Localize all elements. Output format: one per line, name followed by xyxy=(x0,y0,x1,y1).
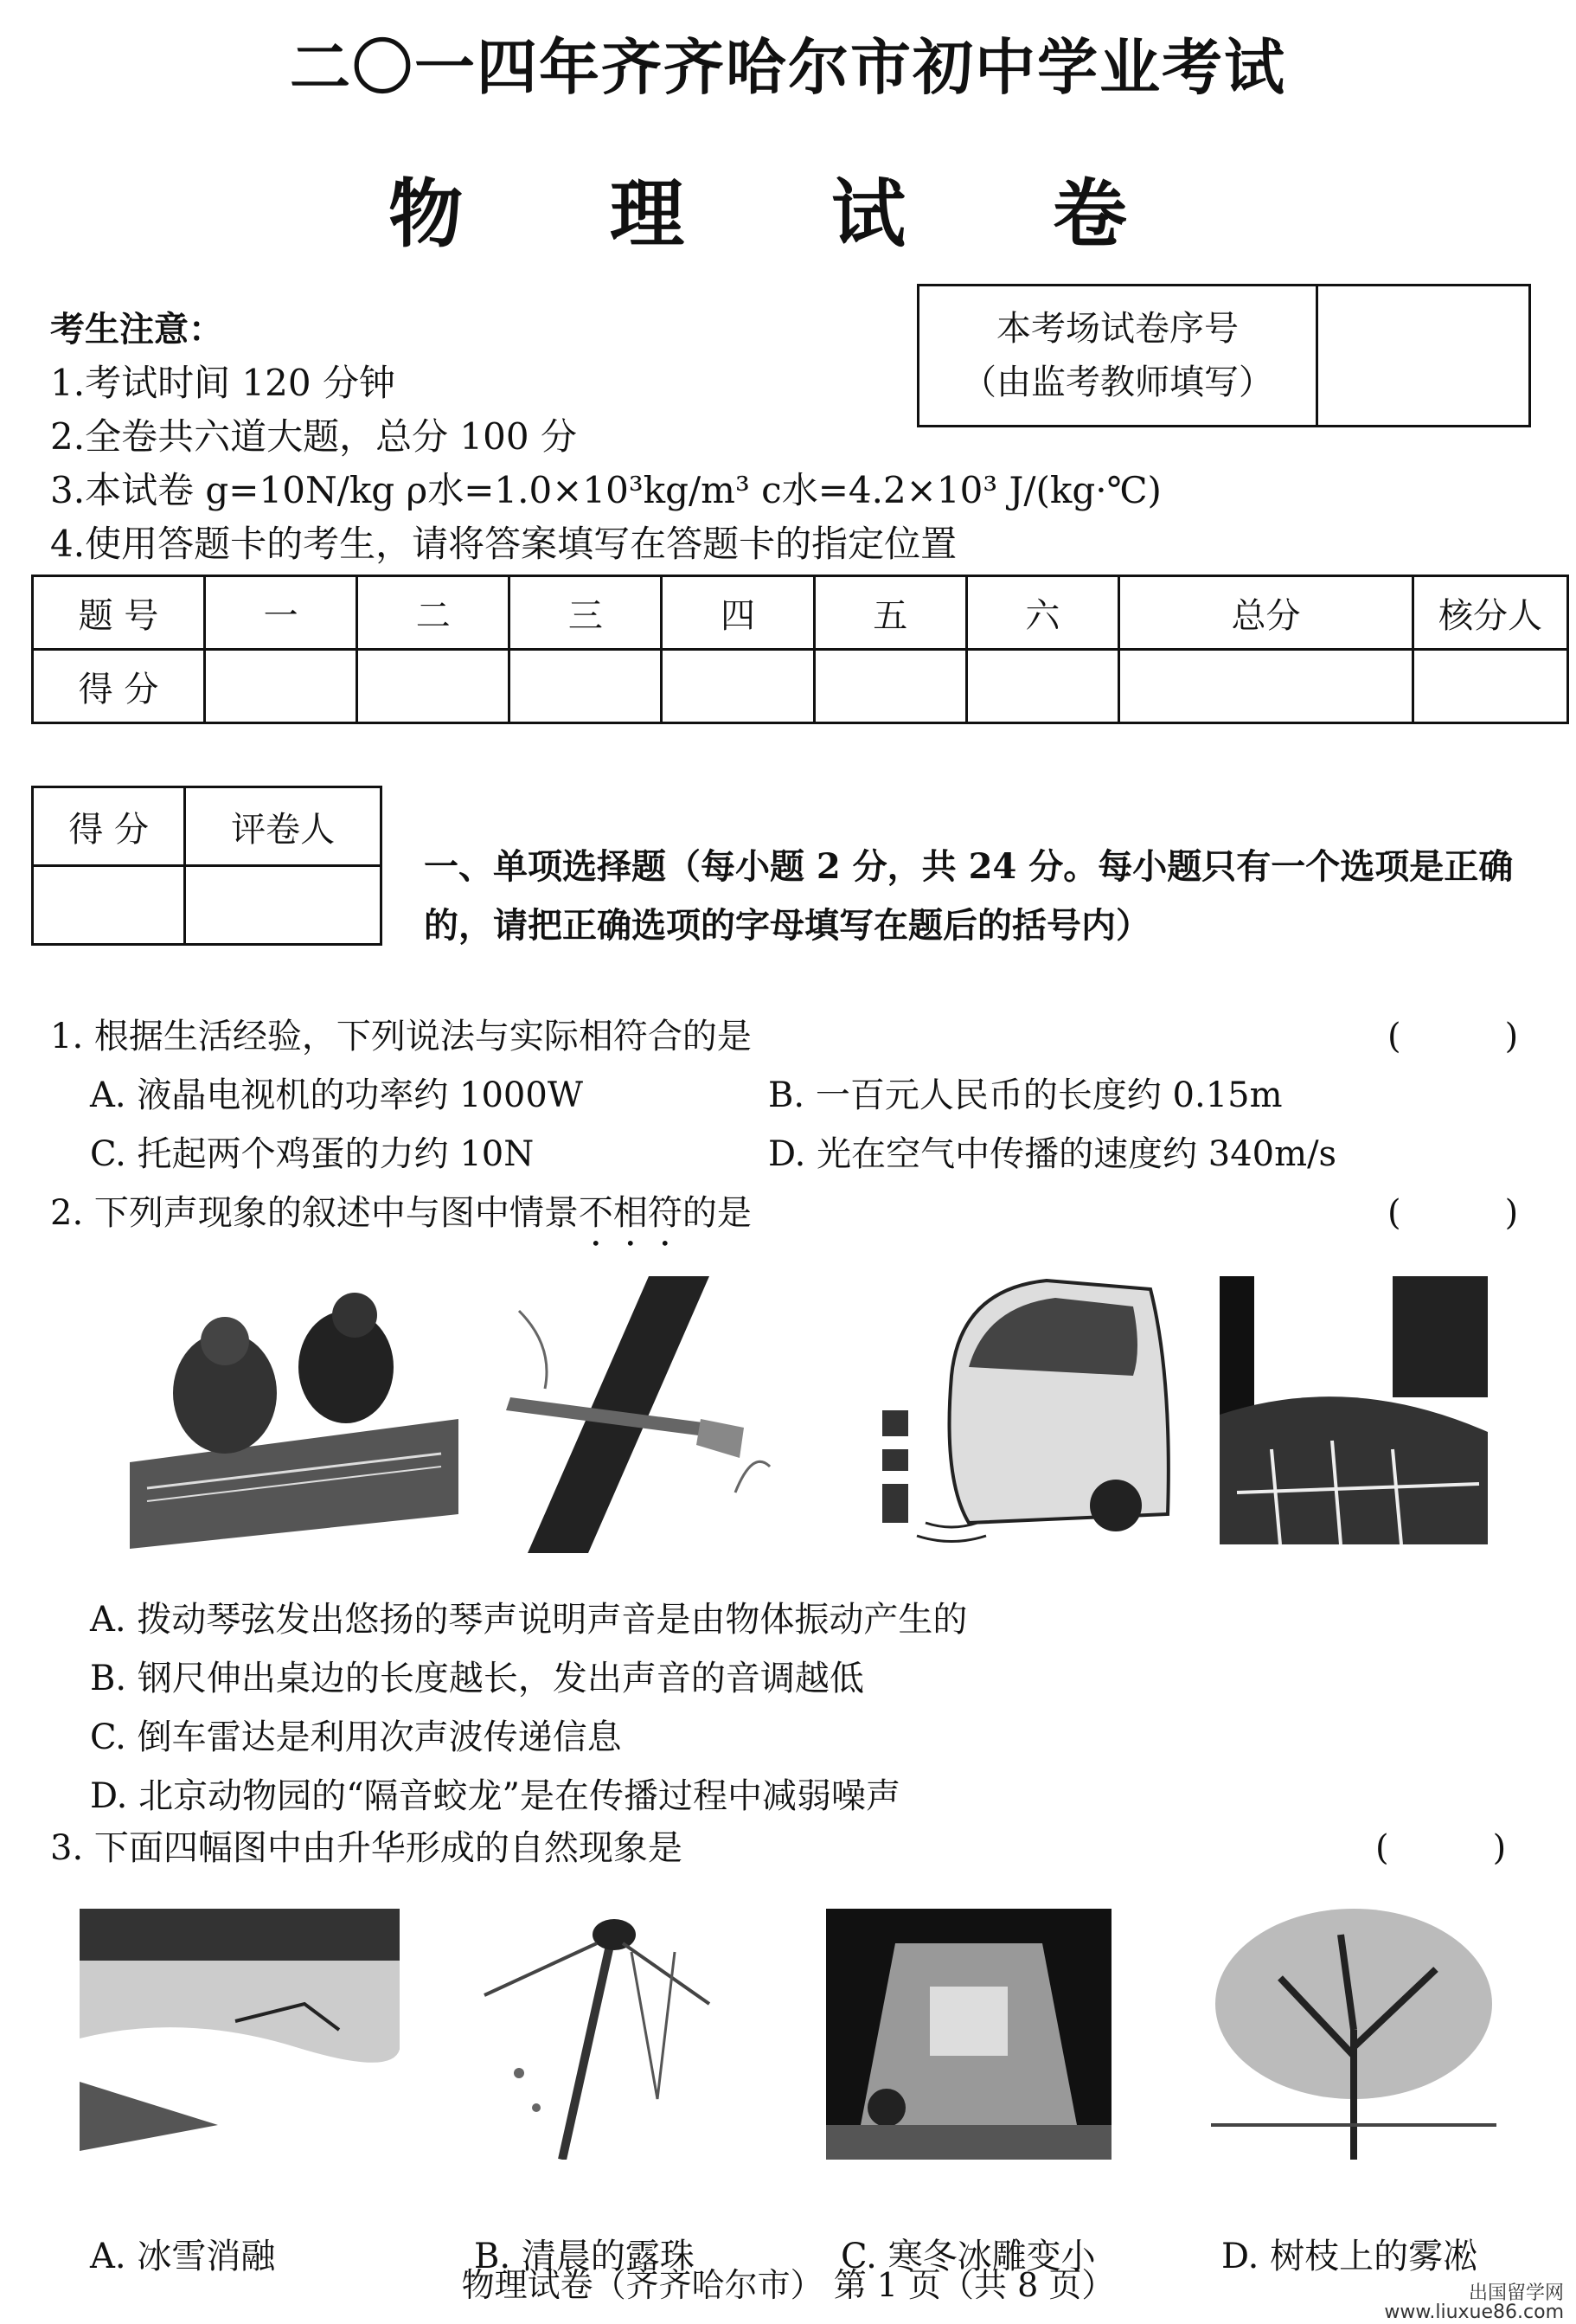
serial-number-label xyxy=(919,286,1318,425)
note-item: 4.使用答题卡的考生，请将答案填写在答题卡的指定位置 xyxy=(50,523,958,565)
caption-a: A. 冰雪消融 xyxy=(90,2237,276,2276)
answer-paren[interactable]: ( ) xyxy=(1387,1193,1519,1233)
score-table-header-row xyxy=(33,576,1568,650)
dew-on-dragonfly-image xyxy=(450,1900,718,2160)
score-entry[interactable] xyxy=(966,650,1118,723)
caption-d: D. 树枝上的雾凇 xyxy=(1221,2237,1478,2276)
score-entry[interactable] xyxy=(814,650,966,723)
melting-snow-image xyxy=(80,1909,400,2151)
score-cell: 核分人 xyxy=(1413,576,1568,650)
option-a: A. 拨动琴弦发出悠扬的琴声说明声音是由物体振动产生的 xyxy=(90,1600,968,1640)
section-1-heading: 一、单项选择题（每小题 2 分，共 24 分。每小题只有一个选项是正确的，请把正确选项的字母填写在题后的括号内） xyxy=(424,846,1514,946)
option-b: B. 钢尺伸出桌边的长度越长，发出声音的音调越低 xyxy=(90,1659,864,1698)
exam-title: 二〇一四年齐齐哈尔市初中学业考试 xyxy=(290,31,1286,103)
note-item: 1.考试时间 120 分钟 xyxy=(50,362,395,404)
site-watermark xyxy=(1384,2284,1564,2322)
score-entry[interactable] xyxy=(662,650,814,723)
option-a: A. 液晶电视机的功率约 1000W xyxy=(90,1075,583,1115)
page-footer: 物理试卷（齐齐哈尔市） 第 1 页（共 8 页） xyxy=(461,2266,1115,2304)
watermark-name: 出国留学网 xyxy=(1468,2282,1564,2304)
ice-sculpture-image xyxy=(826,1909,1112,2160)
serial-number-box xyxy=(917,284,1531,427)
grader-name-entry[interactable] xyxy=(185,866,381,945)
caption-b: B. 清晨的露珠 xyxy=(474,2237,695,2276)
note-item: 3.本试卷 g=10N/kg ρ水=1.0×10³kg/m³ c水=4.2×10³ J/(kg·℃) xyxy=(50,469,1162,511)
notes-heading: 考生注意： xyxy=(50,309,223,350)
score-entry[interactable] xyxy=(205,650,357,723)
reversing-radar-car-image xyxy=(856,1272,1176,1549)
score-table xyxy=(31,575,1569,724)
noise-barrier-tunnel-image xyxy=(1220,1276,1488,1544)
score-cell: 总分 xyxy=(1118,576,1413,650)
score-cell: 二 xyxy=(357,576,509,650)
note-item: 2.全卷共六道大题，总分 100 分 xyxy=(50,415,577,458)
question-1-stem: 1. 根据生活经验，下列说法与实际相符合的是 xyxy=(50,1017,752,1056)
score-entry[interactable] xyxy=(357,650,509,723)
option-d: D. 北京动物园的“隔音蛟龙”是在传播过程中减弱噪声 xyxy=(90,1776,900,1816)
q2-stem-emphasis: 不相符 xyxy=(578,1193,682,1233)
grader-name-label: 评卷人 xyxy=(185,787,381,866)
score-cell: 一 xyxy=(205,576,357,650)
option-c: C. 托起两个鸡蛋的力约 10N xyxy=(90,1134,535,1174)
answer-paren[interactable]: ( ) xyxy=(1387,1017,1519,1056)
score-entry[interactable] xyxy=(1118,650,1413,723)
option-d: D. 光在空气中传播的速度约 340m/s xyxy=(768,1134,1337,1174)
guzheng-players-image xyxy=(130,1289,458,1549)
grader-table xyxy=(31,786,382,946)
answer-paren[interactable]: ( ) xyxy=(1375,1828,1507,1868)
steel-ruler-image xyxy=(493,1276,778,1553)
score-row-label: 得 分 xyxy=(33,650,205,723)
score-table-score-row xyxy=(33,650,1568,723)
score-cell: 六 xyxy=(966,576,1118,650)
question-2-stem xyxy=(50,1184,752,1254)
paper-subject-title: 物 理 试 卷 xyxy=(388,170,1188,258)
serial-number-field[interactable] xyxy=(1318,286,1528,425)
score-cell: 三 xyxy=(509,576,662,650)
grader-score-entry[interactable] xyxy=(33,866,185,945)
caption-c: C. 寒冬冰雕变小 xyxy=(841,2237,1096,2276)
score-cell: 四 xyxy=(662,576,814,650)
question-3-stem: 3. 下面四幅图中由升华形成的自然现象是 xyxy=(50,1828,682,1868)
score-cell: 题 号 xyxy=(33,576,205,650)
q2-stem-post: 的是 xyxy=(682,1193,752,1233)
score-entry[interactable] xyxy=(509,650,662,723)
rime-on-branches-image xyxy=(1211,1900,1496,2160)
score-cell: 五 xyxy=(814,576,966,650)
option-c: C. 倒车雷达是利用次声波传递信息 xyxy=(90,1717,622,1757)
score-entry[interactable] xyxy=(1413,650,1568,723)
serial-label-line1: 本考场试卷序号 xyxy=(996,309,1239,349)
grader-score-label: 得 分 xyxy=(33,787,185,866)
serial-label-line2: （由监考教师填写） xyxy=(962,363,1273,402)
watermark-url: www.liuxue86.com xyxy=(1384,2302,1564,2323)
q2-stem-pre: 2. 下列声现象的叙述中与图中情景 xyxy=(50,1193,579,1233)
option-b: B. 一百元人民币的长度约 0.15m xyxy=(768,1075,1283,1115)
